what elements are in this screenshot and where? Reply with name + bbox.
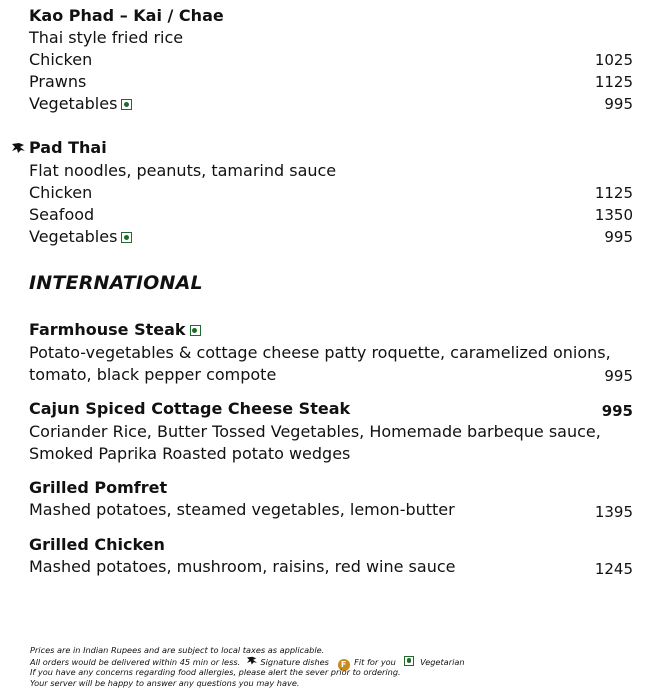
- grilled-chicken-price: 1245: [594, 560, 633, 578]
- veg-mark-icon: [404, 656, 414, 666]
- section-heading-international: INTERNATIONAL: [29, 272, 203, 294]
- footer-line-server: Your server will be happy to answer any questions you may have.: [30, 678, 300, 688]
- pad-thai-item-vegetables: [29, 227, 132, 246]
- pad-thai-price-seafood: 1350: [594, 206, 633, 224]
- grilled-pomfret-title: Grilled Pomfret: [29, 478, 168, 497]
- footer-line-allergy: If you have any concerns regarding food allergies, please alert the sever prior to ordering.: [30, 667, 401, 677]
- kao-phad-item-vegetables: [29, 94, 132, 113]
- veg-mark-icon: [121, 99, 132, 110]
- cajun-steak-title: Cajun Spiced Cottage Cheese Steak: [29, 399, 351, 418]
- footer-veg-label: Vegetarian: [420, 657, 465, 667]
- pad-thai-item-seafood: Seafood: [29, 205, 95, 224]
- pad-thai-title: Pad Thai: [29, 138, 107, 157]
- kao-phad-title: Kao Phad – Kai / Chae: [29, 6, 224, 25]
- cajun-steak-description-1: Coriander Rice, Butter Tossed Vegetables, Homemade barbeque sauce,: [29, 422, 601, 441]
- grilled-chicken-description: Mashed potatoes, mushroom, raisins, red wine sauce: [29, 557, 456, 576]
- pad-thai-item-vegetables-label: Vegetables: [29, 227, 118, 246]
- grilled-pomfret-description: Mashed potatoes, steamed vegetables, lemon-butter: [29, 500, 455, 519]
- kao-phad-description: Thai style fried rice: [29, 28, 184, 47]
- kao-phad-price-vegetables: 995: [604, 95, 633, 113]
- kao-phad-price-prawns: 1125: [594, 73, 633, 91]
- farmhouse-steak-description-1: Potato-vegetables & cottage cheese patty roquette, caramelized onions,: [29, 343, 611, 362]
- kao-phad-item-prawns: Prawns: [29, 72, 87, 91]
- kao-phad-price-chicken: 1025: [594, 51, 633, 69]
- farmhouse-steak-description-2: tomato, black pepper compote: [29, 365, 277, 384]
- farmhouse-steak-title: [29, 320, 201, 339]
- fit-for-you-icon: F: [338, 659, 350, 671]
- footer-line-taxes: Prices are in Indian Rupees and are subject to local taxes as applicable.: [30, 645, 325, 655]
- kao-phad-item-vegetables-label: Vegetables: [29, 94, 118, 113]
- signature-dish-icon: [11, 142, 26, 155]
- pad-thai-description: Flat noodles, peanuts, tamarind sauce: [29, 161, 337, 180]
- grilled-chicken-title: Grilled Chicken: [29, 535, 165, 554]
- pad-thai-item-chicken: Chicken: [29, 183, 93, 202]
- footer-delivery-text: All orders would be delivered within 45 min or less.: [30, 657, 241, 667]
- cajun-steak-price: 995: [601, 402, 633, 420]
- grilled-pomfret-price: 1395: [594, 503, 633, 521]
- kao-phad-item-chicken: Chicken: [29, 50, 93, 69]
- footer-fit-label: Fit for you: [354, 657, 396, 667]
- footer-signature-label: Signature dishes: [260, 657, 329, 667]
- veg-mark-icon: [190, 325, 201, 336]
- pad-thai-price-vegetables: 995: [604, 228, 633, 246]
- farmhouse-steak-title-label: Farmhouse Steak: [29, 320, 186, 339]
- signature-dish-icon: [246, 656, 258, 666]
- cajun-steak-description-2: Smoked Paprika Roasted potato wedges: [29, 444, 351, 463]
- veg-mark-icon: [121, 232, 132, 243]
- farmhouse-steak-price: 995: [604, 367, 633, 385]
- pad-thai-price-chicken: 1125: [594, 184, 633, 202]
